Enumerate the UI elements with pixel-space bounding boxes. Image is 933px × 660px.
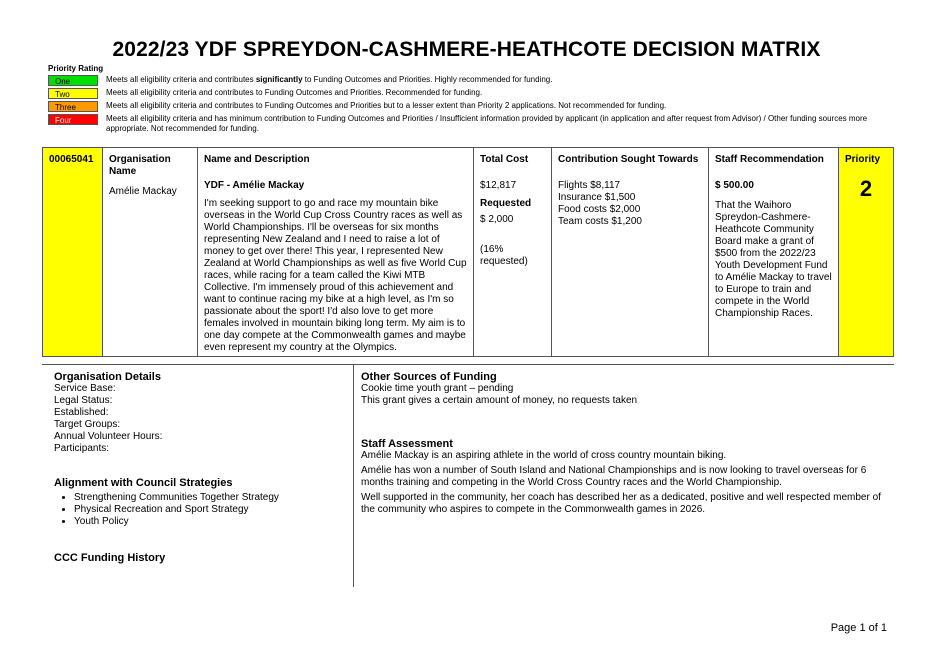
total-cost-col (474, 148, 552, 356)
priority-desc-two: Meets all eligibility criteria and contributes to Funding Outcomes and Priorities. Recommended for funding. (106, 88, 483, 97)
priority-value: 2 (859, 176, 873, 201)
alignment-list (54, 492, 349, 528)
alignment-item: • Youth Policy (74, 516, 349, 528)
org-detail-field: Legal Status: (54, 395, 113, 406)
staff-recommendation-col (709, 148, 839, 356)
staff-recommendation-text: That the Waihoro Spreydon-Cashmere-Heathcote Community Board make a grant of $500 from the 2022/23 Youth Development Fund to Amélie Mackay to travel to Europe to train and compete in the World Championship Races. (715, 200, 832, 319)
requested-label: Requested (480, 198, 532, 209)
org-name-col (103, 148, 198, 356)
org-detail-field: Established: (54, 407, 109, 418)
staff-assessment-paragraph: Amélie has won a number of South Island and National Championships and is now looking to travel overseas for 6 months training and competing in the World Cross Country races and the World Championship. (361, 465, 867, 488)
column-divider (353, 365, 354, 587)
org-detail-field: Target Groups: (54, 419, 121, 430)
alignment-item: • Physical Recreation and Sport Strategy (74, 504, 349, 516)
project-description: I'm seeking support to go and race my mountain bike overseas in the World Cup Cross Country races as well as World Championships. I'll be overseas for six months representing New Zealand and I need to raise a lot of money to get over there! This year, I represented New Zealand at World Championships as well as five World Cup races, while racing for a team called the Kiwi MTB Collective. I'm immensely proud of this achievement and want to continue racing my bike at a high level, as I'm so passionate about the sport! I'd also love to get more females involved in mountain biking long term. My aim is to one day compete at the Commonwealth games and maybe even represent my country at the Olympics. (204, 198, 467, 353)
total-cost-value: $12,817 (480, 180, 517, 191)
staff-assessment-paragraph: Amélie Mackay is an aspiring athlete in the world of cross country mountain biking. (361, 450, 727, 461)
priority-header: Priority (845, 154, 881, 165)
contribution-item: Flights $8,117 (558, 180, 621, 191)
contribution-col (552, 148, 709, 356)
total-cost-header: Total Cost (480, 154, 529, 165)
priority-col (839, 148, 893, 356)
contribution-item: Food costs $2,000 (558, 204, 641, 215)
org-name-header: Organisation Name (109, 154, 171, 177)
priority-label-four: Four (48, 114, 98, 125)
contribution-header: Contribution Sought Towards (558, 154, 699, 165)
staff-recommendation-header: Staff Recommendation (715, 154, 824, 165)
left-panel (54, 371, 349, 564)
org-detail-field: Annual Volunteer Hours: (54, 431, 163, 442)
application-id: 00065041 (49, 154, 94, 165)
application-id-cell (43, 148, 103, 356)
right-panel (361, 371, 881, 516)
contribution-item: Insurance $1,500 (558, 192, 636, 203)
staff-recommendation-amount: $ 500.00 (715, 180, 754, 191)
org-detail-field: Participants: (54, 443, 110, 454)
priority-label-one: One (48, 75, 98, 86)
name-description-header: Name and Description (204, 154, 310, 165)
section-divider (42, 364, 894, 365)
other-source-line: Cookie time youth grant – pending (361, 383, 514, 394)
org-name-value: Amélie Mackay (109, 186, 177, 197)
priority-desc-four: Meets all eligibility criteria and has minimum contribution to Funding Outcomes and Priorities / Insufficient information provided by applicant (in application and after request from Advisor) / Other funding sources more appropriate. Not recommended for funding. (106, 114, 868, 133)
project-title: YDF - Amélie Mackay (204, 180, 305, 191)
org-detail-field: Service Base: (54, 383, 116, 394)
requested-amount: $ 2,000 (480, 214, 514, 225)
priority-label-three: Three (48, 101, 98, 112)
other-sources-title: Other Sources of Funding (361, 371, 497, 383)
name-description-col (198, 148, 474, 356)
staff-assessment-title: Staff Assessment (361, 438, 453, 450)
priority-desc-one: Meets all eligibility criteria and contributes significantly to Funding Outcomes and Priorities. Highly recommended for funding. (106, 75, 553, 84)
other-source-line: This grant gives a certain amount of money, no requests taken (361, 395, 638, 406)
ccc-funding-history-title: CCC Funding History (54, 552, 166, 564)
priority-rating-heading: Priority Rating (48, 64, 104, 73)
page-number: Page 1 of 1 (830, 622, 887, 634)
decision-matrix-table (42, 147, 894, 357)
contribution-item: Team costs $1,200 (558, 216, 642, 227)
alignment-item: • Strengthening Communities Together Strategy (74, 492, 349, 504)
staff-assessment-paragraph: Well supported in the community, her coach has described her as a dedicated, positive and well respected member of the community who aspires to compete in the Commonwealth games in 2026. (361, 492, 881, 515)
alignment-title: Alignment with Council Strategies (54, 477, 233, 489)
requested-percent: (16% requested) (480, 244, 528, 267)
org-details-title: Organisation Details (54, 371, 161, 383)
priority-label-two: Two (48, 88, 98, 99)
page-title: 2022/23 YDF SPREYDON-CASHMERE-HEATHCOTE DECISION MATRIX (112, 38, 821, 61)
priority-desc-three: Meets all eligibility criteria and contributes to Funding Outcomes and Priorities but to a lesser extent than Priority 2 applications. Not recommended for funding. (106, 101, 667, 110)
